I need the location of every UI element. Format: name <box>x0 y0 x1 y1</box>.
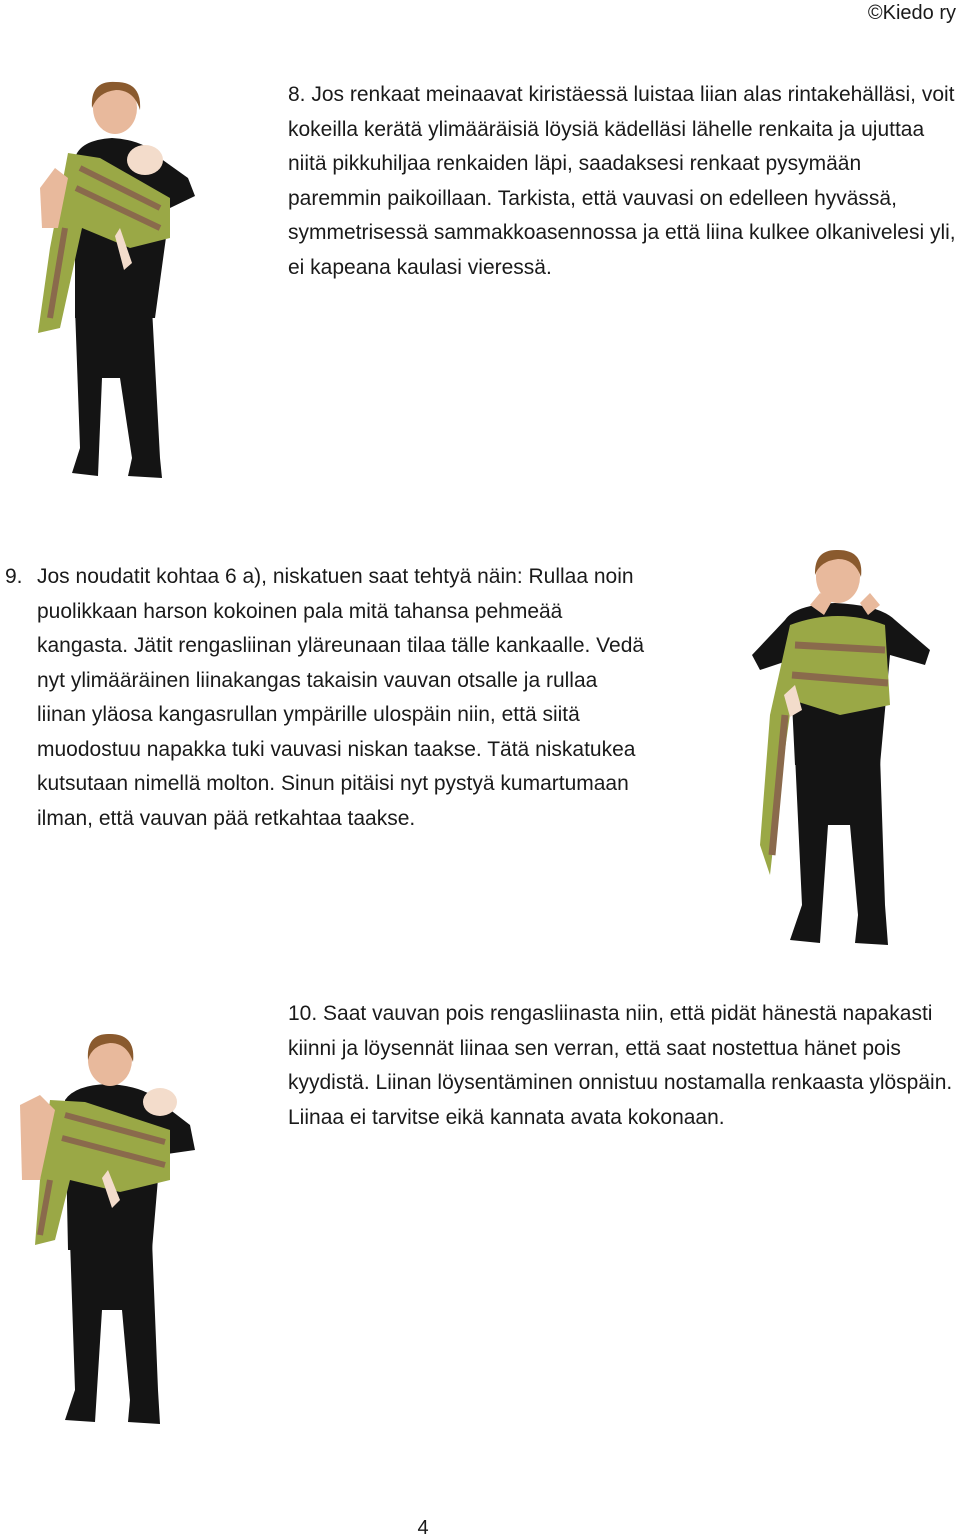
page-number: 4 <box>417 1517 429 1539</box>
baby-head <box>143 1088 177 1116</box>
step-10-paragraph <box>288 997 956 1135</box>
step-8-text: Jos renkaat meinaavat kiristäessä luistaa liian alas rintakehälläsi, voit kokeilla kerätä ylimääräisiä löysiä kädelläsi lähelle renkaita ja ujuttaa niitä pikkuhiljaa renkaiden läpi, saadaksesi renkaat pysymään paremmin paikoillaan. Tarkista, että vauvasi on edelleen hyvässä, symmetrisessä sammakkoasennossa ja että liina kulkee olkanivelesi yli, ei kapeana kaulasi vieressä. <box>288 83 956 279</box>
trousers <box>790 755 888 945</box>
step-8-photo <box>20 78 210 488</box>
step-8-number: 8. <box>288 83 306 106</box>
step-9-photo <box>740 545 940 955</box>
step-9-number: 9. <box>5 565 23 588</box>
trousers <box>65 1240 160 1424</box>
baby-head <box>127 145 163 175</box>
step-9-paragraph <box>5 560 645 836</box>
copyright-notice: ©Kiedo ry <box>867 2 956 24</box>
step-10-photo <box>10 1030 210 1430</box>
step-8-paragraph <box>288 78 956 285</box>
step-10-text: Saat vauvan pois rengasliinasta niin, että pidät hänestä napakasti kiinni ja löysennät liinaa sen verran, että saat nostettua hänet pois kyydistä. Liinan löysentäminen onnistuu nostamalla renkaasta ylöspäin. Liinaa ei tarvitse eikä kannata avata kokonaan. <box>288 1002 953 1129</box>
step-9-text: Jos noudatit kohtaa 6 a), niskatuen saat tehtyä näin: Rullaa noin puolikkaan harson kokoinen pala mitä tahansa pehmeää kangasta. Jätit rengasliinan yläreunaan tilaa tälle kankaalle. Vedä nyt ylimääräinen liinakangas takaisin vauvan otsalle ja rullaa liinan yläosa kangasrullan ympärille ulospäin niin, että siitä muodostuu napakka tuki vauvasi niskan taakse. Tätä niskatukea kutsutaan nimellä molton. Sinun pitäisi nyt pystyä kumartumaan ilman, että vauvan pää retkahtaa taakse. <box>37 565 645 830</box>
trousers <box>72 308 162 478</box>
step-10-number: 10. <box>288 1002 318 1025</box>
